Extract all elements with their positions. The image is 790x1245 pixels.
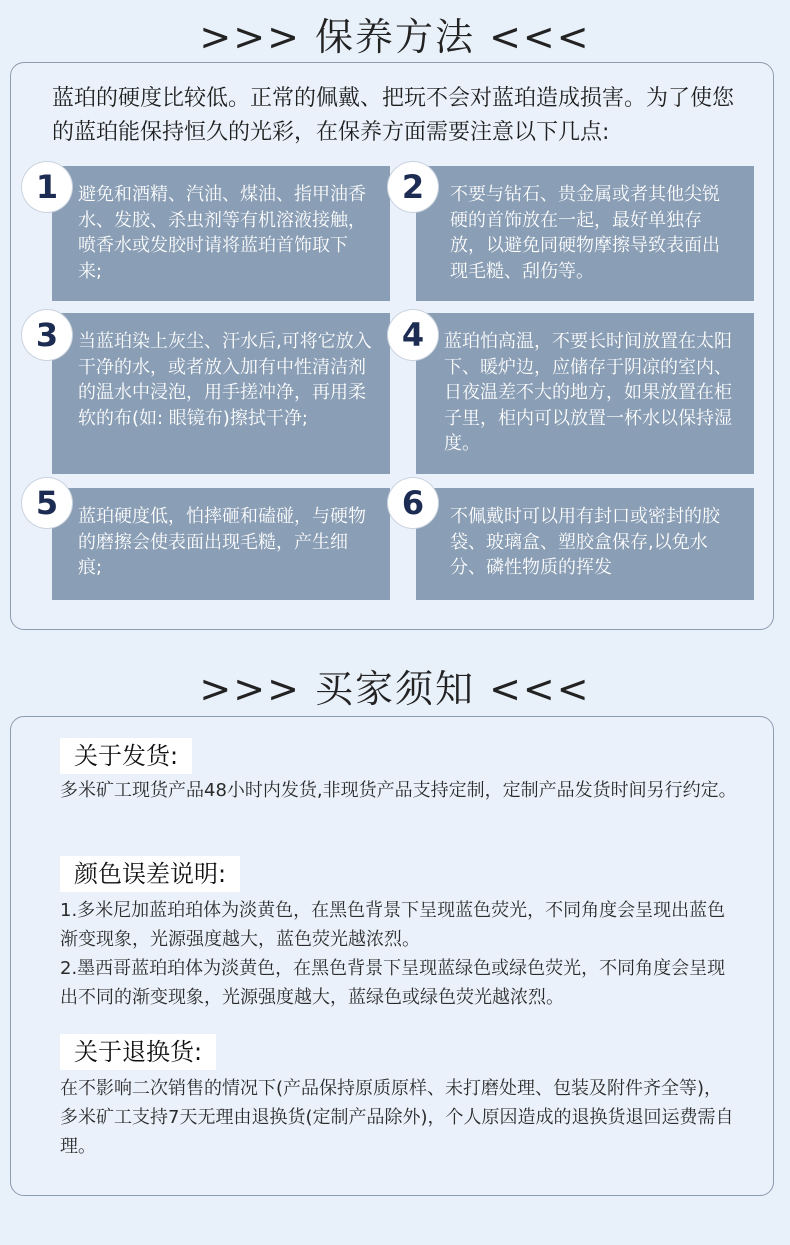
- tip-text: 蓝珀硬度低，怕摔砸和磕碰，与硬物的磨擦会使表面出现毛糙，产生细痕;: [78, 506, 366, 578]
- tip-card-4: [416, 313, 754, 474]
- tip-number-badge: 2: [388, 162, 438, 212]
- tip-number-badge: 5: [22, 478, 72, 528]
- tip-card-1: [52, 166, 390, 301]
- buyer-section-title: >>> 买家须知 <<<: [199, 667, 591, 711]
- care-intro: 蓝珀的硬度比较低。正常的佩戴、把玩不会对蓝珀造成损害。为了使您的蓝珀能保持恒久的光彩，在保养方面需要注意以下几点:: [52, 86, 735, 145]
- tip-card-2: [416, 166, 754, 301]
- note-heading-returns: 关于退换货:: [60, 1034, 216, 1070]
- note-heading-color: 颜色误差说明:: [60, 856, 240, 892]
- tip-card-5: [52, 488, 390, 600]
- tip-number-badge: 6: [388, 478, 438, 528]
- tip-text: 不要与钻石、贵金属或者其他尖锐硬的首饰放在一起，最好单独存放，以避免同硬物摩擦导致表面出现毛糙、刮伤等。: [450, 184, 720, 282]
- note-body-shipping: 多米矿工现货产品48小时内发货,非现货产品支持定制，定制产品发货时间另行约定。: [60, 780, 737, 801]
- tip-number-badge: 1: [22, 162, 72, 212]
- tip-card-6: [416, 488, 754, 600]
- tip-number-badge: 4: [388, 310, 438, 360]
- tip-text: 避免和酒精、汽油、煤油、指甲油香水、发胶、杀虫剂等有机溶液接触，喷香水或发胶时请将蓝珀首饰取下来;: [78, 184, 366, 282]
- tip-text: 蓝珀怕高温，不要长时间放置在太阳下、暖炉边，应储存于阴凉的室内、日夜温差不大的地方，如果放置在柜子里，柜内可以放置一杯水以保持湿度。: [444, 331, 732, 454]
- tip-text: 不佩戴时可以用有封口或密封的胶袋、玻璃盒、塑胶盒保存,以免水分、磷性物质的挥发: [450, 506, 720, 578]
- tip-card-3: [52, 313, 390, 474]
- note-heading-shipping: 关于发货:: [60, 738, 192, 774]
- tip-text: 当蓝珀染上灰尘、汗水后,可将它放入干净的水，或者放入加有中性清洁剂的温水中浸泡，用手搓冲净，再用柔软的布(如: 眼镜布)擦拭干净;: [78, 331, 372, 429]
- care-section-title: >>> 保养方法 <<<: [199, 15, 591, 59]
- note-body-color: 1.多米尼加蓝珀珀体为淡黄色，在黑色背景下呈现蓝色荧光，不同角度会呈现出蓝色渐变现象，光源强度越大，蓝色荧光越浓烈。 2.墨西哥蓝珀珀体为淡黄色，在黑色背景下呈现蓝绿色或绿色荧光，不同角度会呈现出不同的渐变现象，光源强度越大，蓝绿色或绿色荧光越浓烈。: [60, 900, 726, 1008]
- tip-number-badge: 3: [22, 310, 72, 360]
- note-body-returns: 在不影响二次销售的情况下(产品保持原质原样、未打磨处理、包装及附件齐全等)，多米矿工支持7天无理由退换货(定制产品除外)，个人原因造成的退换货退回运费需自理。: [60, 1078, 734, 1157]
